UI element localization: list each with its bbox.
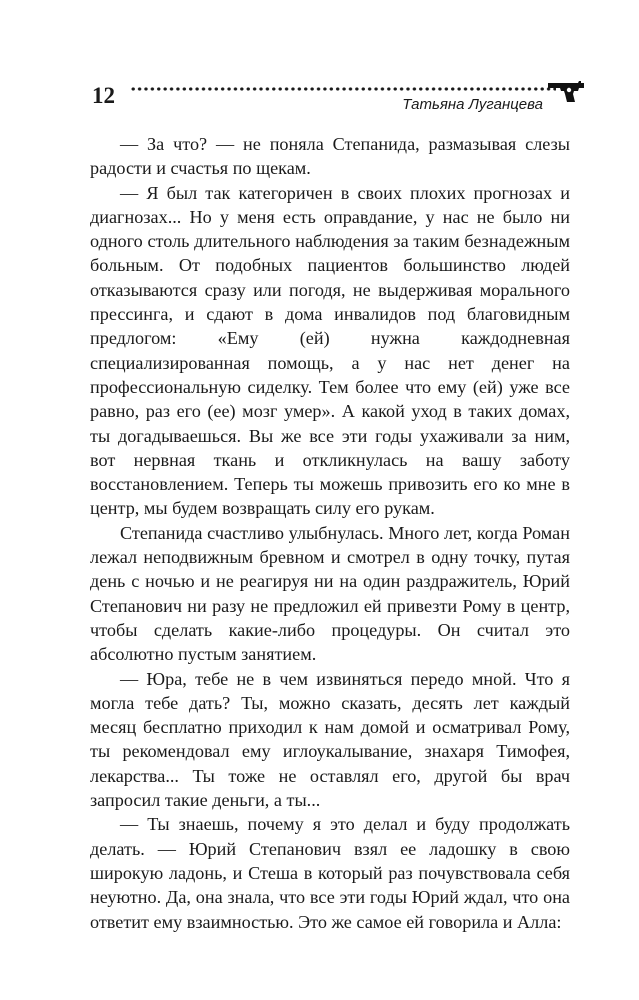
paragraph: — За что? — не поняла Степанида, размазывая слезы радости и счастья по щекам.: [90, 134, 570, 179]
running-head-author: Татьяна Луганцева: [402, 96, 543, 113]
paragraph: Степанида счастливо улыбнулась. Много лет, когда Роман лежал неподвижным бревном и смотрел в одну точку, путая день с ночью и не реагируя ни на один раздражитель, Юрий Степанович ни разу не предложил ей привезти Рому в центр, чтобы сделать какие-либо процедуры. Он считал это абсолютно пустым занятием.: [90, 522, 570, 665]
paragraph: — Юра, тебе не в чем извиняться передо мной. Что я могла тебе дать? Ты, можно сказать, десять лет каждый месяц бесплатно приходил к нам домой и осматривал Рому, ты рекомендовал ему иглоукалывание, знахаря Тимофея, лекарства... Ты тоже не оставлял его, другой бы врач запросил такие деньги, а ты...: [90, 668, 570, 811]
paragraph: — Я был так категоричен в своих плохих прогнозах и диагнозах... Но у меня есть оправдание, у нас не было ни одного столь длительного наблюдения за таким безнадежным больным. От подобных пациентов большинство людей отказываются сразу или погодя, не выдерживая морального прессинга, и сдают в дома инвалидов под благовидным предлогом: «Ему (ей) нужна каждодневная специализированная помощь, а у нас нет денег на профессиональную сиделку. Тем более что ему (ей) уже все равно, раз его (ее) мозг умер». А какой уход в таких домах, ты догадываешься. Вы же все эти годы ухаживали за ним, вот нервная ткань и откликнулась на вашу заботу восстановлением. Теперь ты можешь привозить его ко мне в центр, мы будем возвращать силу его рукам.: [90, 182, 570, 519]
revolver-icon: [546, 80, 586, 104]
paragraph: — Ты знаешь, почему я это делал и буду продолжать делать. — Юрий Степанович взял ее ладошку в свою широкую ладонь, и Стеша в который раз почувствовала себя неуютно. Да, она знала, что все эти годы Юрий ждал, что она ответит ему взаимностью. Это же самое ей говорила и Алла:: [90, 814, 570, 932]
page-number: 12: [92, 83, 115, 108]
header-dotted-rule: [130, 87, 556, 91]
page-body: [90, 132, 570, 934]
